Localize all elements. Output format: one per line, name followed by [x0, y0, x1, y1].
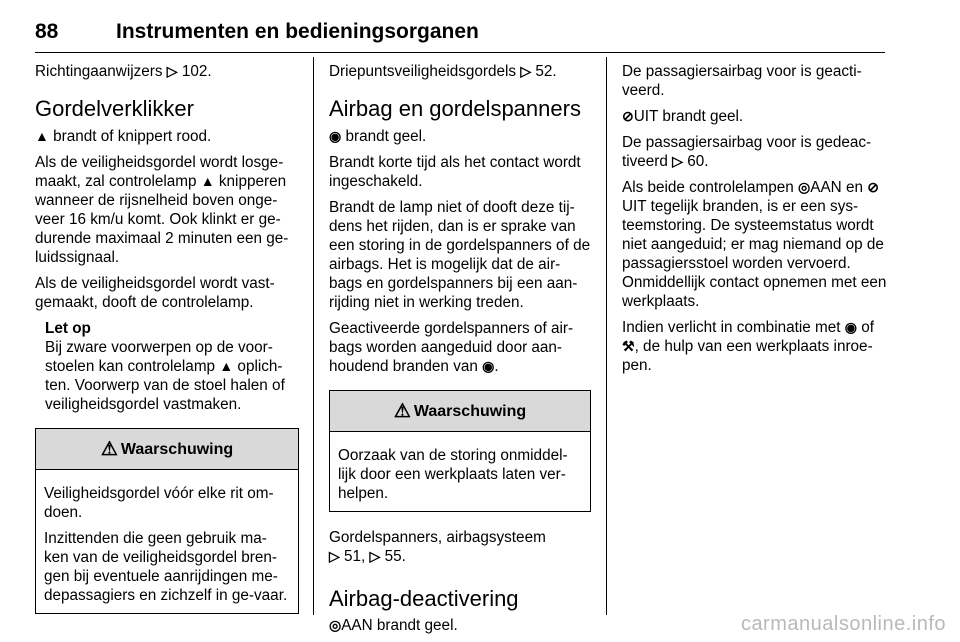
paragraph: ◉ brandt geel. [329, 128, 427, 145]
paragraph: Als de veiligheidsgordel wordt vast-gemaakt, dooft de controlelamp. [35, 275, 275, 311]
paragraph: Inzittenden die geen gebruik ma-ken van de veiligheidsgordel bren-gen bij eventuele aanrijdingen me-depassagiers en zichzelf in ge-vaar. [44, 530, 288, 604]
page-number: 88 [35, 20, 59, 43]
warning-triangle-icon: ⚠ [393, 400, 411, 422]
section-heading: Airbag en gordelspanners [329, 96, 581, 121]
page-reference-arrow-icon: ▷ [166, 63, 178, 79]
airbag-icon: ◉ [482, 358, 495, 374]
airbag-off-icon: ⊘ [622, 108, 634, 124]
paragraph: ⊘UIT brandt geel. [622, 108, 744, 125]
paragraph: Geactiveerde gordelspanners of air-bags worden aangeduid door aan-houdend branden van ◉. [329, 320, 574, 375]
paragraph: ▲ brandt of knippert rood. [35, 128, 212, 145]
airbag-off-icon: ⊘ [867, 179, 879, 195]
page-link[interactable]: 51, [344, 548, 370, 565]
warning-header: ⚠ Waarschuwing [36, 429, 298, 470]
note-title: Let op [45, 320, 91, 337]
column-2 [329, 62, 591, 642]
paragraph: Als de veiligheidsgordel wordt losge-maakt, zal controlelamp ▲ knipperen wanneer de rijsnelheid boven onge-veer 16 km/u komt. Ook klinkt er ge-durende maximaal 2 minuten een ge-luidssignaal. [35, 154, 289, 266]
paragraph: ◎AAN brandt geel. [329, 617, 458, 634]
airbag-on-icon: ◎ [329, 617, 342, 633]
page-link[interactable]: 55. [384, 548, 406, 565]
paragraph: Indien verlicht in combinatie met ◉ of ⚒, de hulp van een werkplaats inroe-pen. [622, 319, 874, 374]
paragraph: Als beide controlelampen ◎AAN en ⊘UIT tegelijk branden, is er een sys-teemstoring. De systeemstatus wordt niet aangeduid; er mag niemand op de passagiersstoel worden vervoerd. Onmiddellijk contact opnemen met een werkplaats. [622, 179, 887, 310]
page-reference-arrow-icon: ▷ [329, 548, 340, 564]
warning-body [330, 432, 590, 511]
note-block: Let op Bij zware voorwerpen op de voor-stoelen kan controlelamp ▲ oplich-ten. Voorwerp van de stoel halen of veiligheidsgordel vastmaken. [35, 319, 299, 414]
paragraph: De passagiersairbag voor is gedeac-tiveerd ▷ 60. [622, 134, 872, 170]
seatbelt-warning-icon: ▲ [35, 128, 49, 144]
page-reference-arrow-icon: ▷ [369, 548, 381, 564]
cross-reference: Gordelspanners, airbagsysteem ▷ 51, ▷ 55. [329, 529, 546, 565]
section-heading: Airbag-deactivering [329, 586, 519, 611]
warning-box [35, 428, 299, 614]
airbag-icon: ◉ [844, 319, 857, 335]
watermark: carmanualsonline.info [740, 613, 946, 635]
service-wrench-icon: ⚒ [622, 338, 635, 354]
warning-triangle-icon: ⚠ [100, 438, 118, 460]
airbag-icon: ◉ [329, 128, 342, 144]
column-divider [606, 57, 607, 615]
column-divider [313, 57, 314, 615]
warning-box [329, 390, 591, 512]
page-reference-arrow-icon: ▷ [672, 153, 683, 169]
page-link[interactable]: 102. [181, 63, 212, 80]
page-link[interactable]: 60. [687, 153, 709, 170]
warning-header: ⚠ Waarschuwing [330, 391, 590, 432]
page-title: Instrumenten en bedieningsorganen [116, 20, 479, 43]
column-3 [622, 62, 887, 382]
page-link[interactable]: 52. [535, 63, 557, 80]
seatbelt-warning-icon: ▲ [200, 173, 215, 189]
paragraph: Veiligheidsgordel vóór elke rit om-doen. [44, 485, 274, 521]
paragraph: Brandt korte tijd als het contact wordt ingeschakeld. [329, 154, 581, 190]
seatbelt-warning-icon: ▲ [219, 358, 234, 374]
airbag-on-icon: ◎ [798, 179, 811, 195]
paragraph: Brandt de lamp niet of dooft deze tij-dens het rijden, dan is er sprake van een storing in de gordelspanners of de airbags. Het is mogelijk dat de air-bags en gordelspanners bij een aan-rijding niet in werking treden. [329, 199, 591, 311]
paragraph: Oorzaak van de storing onmiddel-lijk door een werkplaats laten ver-helpen. [338, 447, 568, 502]
page-header [35, 14, 885, 53]
paragraph: De passagiersairbag voor is geacti-veerd. [622, 63, 862, 99]
warning-body [36, 470, 298, 613]
section-heading: Gordelverklikker [35, 96, 194, 121]
cross-reference: Richtingaanwijzers ▷ 102. [35, 63, 212, 80]
cross-reference: Driepuntsveiligheidsgordels ▷ 52. [329, 63, 557, 80]
page-reference-arrow-icon: ▷ [520, 63, 532, 79]
column-1 [35, 62, 299, 614]
